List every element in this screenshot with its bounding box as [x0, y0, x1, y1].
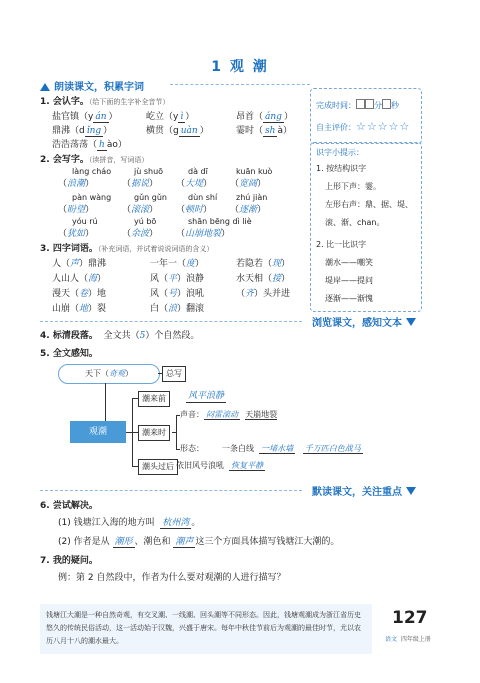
- during-box: 潮来时: [138, 425, 170, 441]
- q1-row: 霎时（ sh à）: [236, 126, 292, 136]
- idiom: 风（平）浪静: [150, 274, 205, 284]
- idiom: 水天相（接）: [236, 274, 291, 284]
- answer-word: （犹如）: [58, 229, 95, 239]
- after-box: 潮头过后: [138, 459, 178, 475]
- idiom: （齐）头并进: [236, 289, 291, 299]
- q6-head: 6. 尝试解决。: [40, 501, 98, 511]
- triangle-icon: [406, 487, 416, 495]
- summary-box: 总写: [162, 366, 186, 382]
- tip-item: 滚、渐、chan。: [325, 218, 385, 227]
- q7-head: 7. 我的疑问。: [40, 556, 98, 566]
- tip-title: 识字小提示：: [316, 148, 364, 157]
- idiom: 一年一（度）: [150, 259, 205, 269]
- q5-head: 5. 全文感知。: [40, 349, 98, 359]
- pinyin: gǔn gǔn: [134, 193, 167, 202]
- time-box[interactable]: [356, 99, 365, 109]
- answer-word: （余波）: [122, 229, 159, 239]
- q6-item: (2) 作者是从 潮形 、潮色和 潮声 这三个方面具体描写钱塘江大潮的。: [58, 537, 340, 547]
- connector: [105, 383, 106, 421]
- pinyin: dùn shí: [188, 193, 218, 202]
- page-title: 1 观 潮: [211, 59, 269, 75]
- topic-oval: 天下（奇观）: [58, 364, 160, 384]
- section-header-3: [312, 483, 416, 498]
- q1-row: 横贯（g uàn ）: [146, 126, 209, 136]
- section-title: 默读课文，关注重点: [312, 487, 402, 498]
- answer-word: （顿时）: [176, 205, 213, 215]
- book-info: 语文 四年级上册: [385, 636, 431, 643]
- answer-word: （据说）: [122, 179, 159, 189]
- tip-item: 堤岸——提问: [325, 276, 373, 285]
- q1-row: 昂首（ áng ）: [236, 112, 293, 122]
- tip-box: [310, 142, 422, 312]
- q1-row: 屹立（y ì ）: [146, 112, 195, 122]
- idiom: 人（声）鼎沸: [52, 259, 107, 269]
- page-number: 127: [392, 608, 428, 628]
- answer-word: （滚滚）: [122, 205, 159, 215]
- idiom: 风（号）浪吼: [150, 289, 205, 299]
- section-title: 朗读课文，积累字词: [54, 82, 144, 93]
- pinyin: shān bēng dì liè: [188, 217, 252, 226]
- section-title: 浏览课文，感知文本: [312, 318, 402, 329]
- pinyin: zhú jiàn: [236, 193, 268, 202]
- connector: [176, 415, 177, 449]
- center-node: 观潮: [70, 421, 126, 443]
- pinyin: pàn wàng: [72, 193, 112, 202]
- tip-item: 左形右声：鼎、据、堤、: [325, 200, 413, 209]
- sound-row: 声音： 闷雷滚动 天崩地裂: [180, 410, 278, 419]
- idiom: 漫天（卷）地: [52, 289, 107, 299]
- q2-head: 2. 会写字。（读拼音，写词语）: [40, 155, 149, 165]
- tip-item: 上形下声：霎。: [325, 182, 381, 191]
- idiom: 白（浪）翻滚: [150, 304, 205, 314]
- section-header-2: [312, 314, 416, 329]
- divider: [170, 84, 310, 85]
- before-box: 潮来前: [138, 391, 170, 407]
- idiom: 山崩（地）裂: [52, 304, 107, 314]
- tip-item: 1. 按结构识字: [316, 164, 367, 173]
- answer-word: （浪潮）: [58, 179, 95, 189]
- q7-example: 例：第 2 自然段中，作者为什么要对观潮的人进行描写？: [58, 573, 286, 583]
- idiom: 若隐若（现）: [236, 259, 291, 269]
- pinyin: làng cháo: [72, 167, 112, 176]
- idiom: 人山人（海）: [52, 274, 107, 284]
- answer-word: （山崩地裂）: [176, 229, 231, 239]
- time-box[interactable]: [365, 99, 374, 109]
- tip-item: 潮水——嘲笑: [325, 258, 373, 267]
- shape-row: 形态： 一条白线 一堵水墙 千万匹白色战马: [180, 444, 361, 453]
- q6-item: (1) 钱塘江入海的地方叫 杭州湾 。: [58, 518, 201, 528]
- triangle-icon: [406, 318, 416, 326]
- pinyin: kuān kuò: [236, 167, 273, 176]
- divider: [40, 490, 302, 491]
- footer-note: 钱塘江大潮是一种自然奇观，有交叉潮、一线潮、回头潮等不同形态。因此，钱塘观潮成为浙江省历史悠久的传统民俗活动，这一活动始于汉魏，兴盛于唐宋。每年中秋佳节前后为观潮的最佳时节，尤以农历八月十八的潮水最大。: [40, 604, 372, 654]
- eval-row: 自主评价：☆☆☆☆☆: [316, 120, 411, 133]
- time-row: 完成时间： 分 秒: [316, 101, 399, 110]
- section-header-1: [40, 78, 144, 93]
- tip-item: 逐渐——渐愧: [325, 294, 373, 303]
- after-row: 依旧风号浪吼 恢复平静: [176, 461, 264, 470]
- time-box[interactable]: [382, 99, 391, 109]
- answer-word: （逐渐）: [230, 205, 267, 215]
- triangle-icon: [40, 83, 50, 91]
- q3-head: 3. 四字词语。（补充词语，并试着说说词语的含义）: [40, 244, 214, 254]
- q1-row: 浩浩荡荡（ h ào）: [52, 140, 127, 150]
- pinyin: yú bō: [134, 217, 157, 226]
- q1-row: 盐官镇（y án ）: [52, 112, 118, 122]
- answer-word: （宽阔）: [230, 179, 267, 189]
- answer-word: （盼望）: [58, 205, 95, 215]
- pinyin: jù shuō: [134, 167, 164, 176]
- answer-word: （大堤）: [176, 179, 213, 189]
- q1-row: 鼎沸（d ǐng ）: [52, 126, 113, 136]
- tip-item: 2. 比一比识字: [316, 240, 367, 249]
- pinyin: dà dī: [188, 167, 208, 176]
- star-rating-icon[interactable]: ☆☆☆☆☆: [356, 120, 411, 133]
- pinyin: yóu rú: [72, 217, 98, 226]
- q1-head: 1. 会认字。（给下面的生字补全音节）: [40, 97, 170, 107]
- divider: [40, 321, 302, 322]
- q4: 4. 标清段落。 全文共（5）个自然段。: [40, 331, 200, 341]
- before-answer: 风平浪静: [188, 391, 225, 401]
- progress-box: [310, 88, 422, 144]
